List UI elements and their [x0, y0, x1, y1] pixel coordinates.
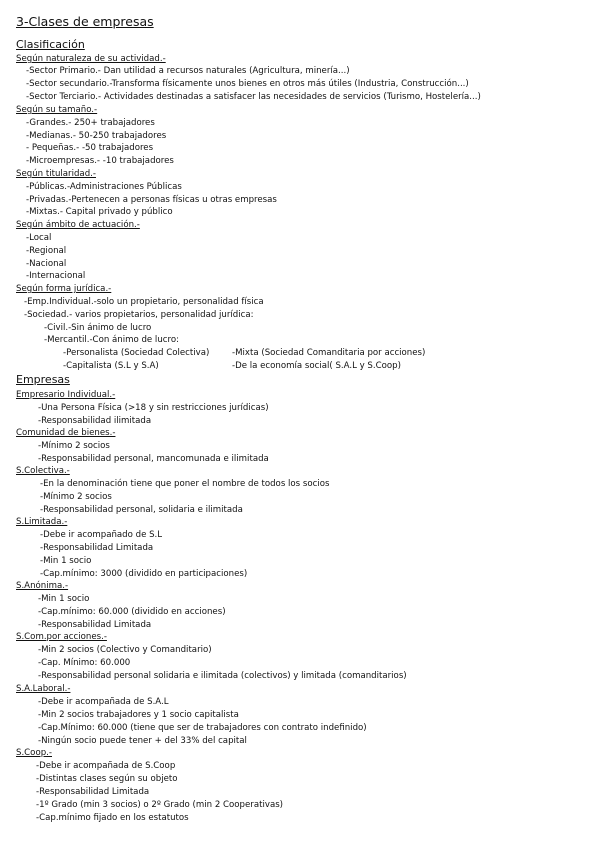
list-item: -Emp.Individual.-solo un propietario, personalidad física [24, 297, 264, 307]
list-item: -Personalista (Sociedad Colectiva) [63, 348, 210, 358]
subheading-s-limitada: S.Limitada.- [16, 517, 68, 527]
subheading-empresario-individual: Empresario Individual.- [16, 390, 116, 400]
list-item: -Microempresas.- -10 trabajadores [26, 156, 174, 166]
list-item: -Nacional [26, 259, 67, 269]
subheading-s-colectiva: S.Colectiva.- [16, 466, 70, 476]
subheading-naturaleza: Según naturaleza de su actividad.- [16, 54, 166, 64]
list-item: -Sociedad.- varios propietarios, personalidad jurídica: [24, 310, 254, 320]
list-item: -Mínimo 2 socios [38, 441, 110, 451]
subheading-forma-juridica: Según forma jurídica.- [16, 284, 112, 294]
list-item: -Cap.Mínimo: 60.000 (tiene que ser de trabajadores con contrato indefinido) [38, 723, 367, 733]
list-item: -Responsabilidad Limitada [40, 543, 154, 553]
list-item: -Responsabilidad Limitada [38, 620, 152, 630]
list-item: -Sector Primario.- Dan utilidad a recursos naturales (Agricultura, minería...) [26, 66, 350, 76]
list-item: -Mínimo 2 socios [40, 492, 112, 502]
section-heading-clasificacion: Clasificación [16, 38, 85, 51]
subheading-titularidad: Según titularidad.- [16, 169, 96, 179]
list-item: -Cap.mínimo: 3000 (dividido en participaciones) [40, 569, 248, 579]
list-item: -Mercantil.-Con ánimo de lucro: [44, 335, 179, 345]
subheading-s-coop: S.Coop.- [16, 748, 52, 758]
list-item: -De la economía social( S.A.L y S.Coop) [232, 361, 401, 371]
list-item: - Pequeñas.- -50 trabajadores [26, 143, 154, 153]
list-item: -Responsabilidad personal, mancomunada e ilimitada [38, 454, 269, 464]
section-heading-empresas: Empresas [16, 373, 70, 386]
list-item: -Mixtas.- Capital privado y público [26, 207, 173, 217]
list-item: -Debe ir acompañada de S.A.L [38, 697, 169, 707]
list-item: -Local [26, 233, 52, 243]
list-item: -Responsabilidad ilimitada [38, 416, 152, 426]
list-item: -Debe ir acompañada de S.Coop [36, 761, 176, 771]
list-item: -Responsabilidad Limitada [36, 787, 150, 797]
list-item: -Sector secundario.-Transforma físicamente unos bienes en otros más útiles (Industria, Construcción...) [26, 79, 469, 89]
subheading-tamano: Según su tamaño.- [16, 105, 98, 115]
list-item: -Grandes.- 250+ trabajadores [26, 118, 155, 128]
page-title: 3-Clases de empresas [16, 14, 154, 29]
list-item: -Min 2 socios trabajadores y 1 socio capitalista [38, 710, 239, 720]
subheading-s-a-laboral: S.A.Laboral.- [16, 684, 71, 694]
list-item: -Capitalista (S.L y S.A) [63, 361, 159, 371]
list-item: -Ningún socio puede tener + del 33% del capital [38, 736, 247, 746]
list-item: -Medianas.- 50-250 trabajadores [26, 131, 167, 141]
list-item: -Internacional [26, 271, 86, 281]
list-item: -Privadas.-Pertenecen a personas físicas u otras empresas [26, 195, 277, 205]
list-item: -Responsabilidad personal solidaria e ilimitada (colectivos) y limitada (comanditarios) [38, 671, 407, 681]
subheading-ambito: Según ámbito de actuación.- [16, 220, 140, 230]
list-item: -1º Grado (min 3 socios) o 2º Grado (min 2 Cooperativas) [36, 800, 284, 810]
list-item: -Min 1 socio [40, 556, 92, 566]
list-item: -Mixta (Sociedad Comanditaria por acciones) [232, 348, 426, 358]
subheading-comunidad-bienes: Comunidad de bienes.- [16, 428, 116, 438]
list-item: -Debe ir acompañado de S.L [40, 530, 163, 540]
subheading-s-anonima: S.Anónima.- [16, 581, 69, 591]
list-item: -Cap. Mínimo: 60.000 [38, 658, 131, 668]
list-item: -Una Persona Física (>18 y sin restricciones jurídicas) [38, 403, 269, 413]
list-item: -Responsabilidad personal, solidaria e ilimitada [40, 505, 243, 515]
list-item: -Civil.-Sin ánimo de lucro [44, 323, 152, 333]
list-item: -Min 1 socio [38, 594, 90, 604]
list-item: -En la denominación tiene que poner el nombre de todos los socios [40, 479, 330, 489]
list-item: -Públicas.-Administraciones Públicas [26, 182, 182, 192]
list-item: -Distintas clases según su objeto [36, 774, 178, 784]
list-item: -Min 2 socios (Colectivo y Comanditario) [38, 645, 212, 655]
subheading-s-com-acciones: S.Com.por acciones.- [16, 632, 107, 642]
list-item: -Regional [26, 246, 67, 256]
list-item: -Sector Terciario.- Actividades destinadas a satisfacer las necesidades de servicios (Turismo, Hostelería...) [26, 92, 481, 102]
list-item: -Cap.mínimo fijado en los estatutos [36, 813, 189, 823]
list-item: -Cap.mínimo: 60.000 (dividido en acciones) [38, 607, 226, 617]
